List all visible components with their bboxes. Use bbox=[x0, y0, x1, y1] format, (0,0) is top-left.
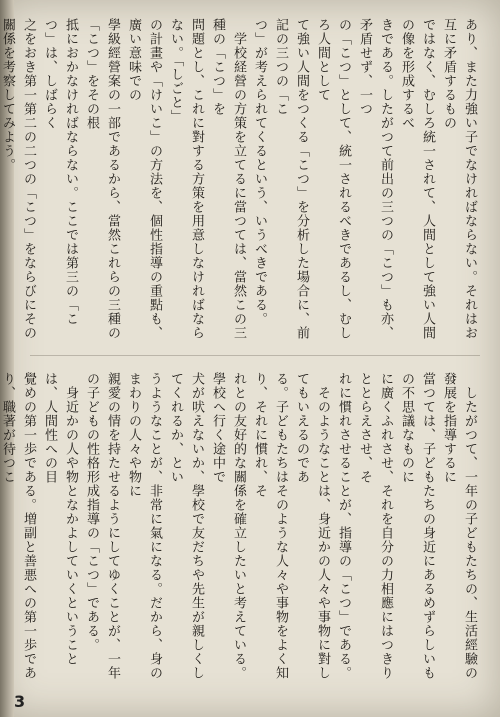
page-number: 3 bbox=[14, 692, 26, 711]
paragraph: る。子どもたちはそのような人々や事物をよく知り、それに慣れ、そ bbox=[252, 372, 288, 680]
paragraph: 身近かの人や物となかよしていくということは、人間性への目 bbox=[42, 372, 78, 666]
paragraph: 学校経營の方策を立てるに當つては、當然この三種の「こつ」を bbox=[210, 18, 246, 340]
section-divider bbox=[30, 355, 480, 356]
paragraph: 當つては、子どもたちの身近にあるめずらしいもの不思議なものに bbox=[399, 372, 435, 680]
paragraph: 之をおき第一第二の二つの「こつ」をならびにその關係を考察してみよう。 bbox=[0, 18, 36, 340]
paragraph: つ」が考えられてくるという、いうべきである。 bbox=[252, 18, 267, 326]
paragraph: の子どもの性格形成指導の「こつ」である。 bbox=[84, 372, 99, 652]
paragraph: したがつて、一年の子どもたちの、生活經驗の發展を指導するに bbox=[441, 372, 477, 680]
paragraph: の「こつ」として、統一されるべきであるし、むしろ人間として bbox=[315, 18, 351, 340]
paragraph: 學級經營案の一部であるから、當然これらの三種の「こつ」をその根 bbox=[84, 18, 120, 340]
paragraph: れに慣れさせることが、指導の「こつ」である。 bbox=[336, 372, 351, 680]
paragraph: 抵におかなければならない。ここでは第三の「こつ」は、しばらく bbox=[42, 18, 78, 326]
paragraph: 犬が吠えないか、學校で友だちや先生が親しくしてくれるか、とい bbox=[168, 372, 204, 680]
paragraph: に廣くふれさせ、それを自分の力相應にはつきりととらえさせ、そ bbox=[357, 372, 393, 680]
paragraph: て強い人間をつくる「こつ」を分析した場合に、前記の三つの「こ bbox=[273, 18, 309, 340]
paragraph: 親愛の情を持たせるようにしてゆくことが、一年 bbox=[105, 372, 120, 680]
paragraph: 問題とし、これに對する方策を用意しなければならない。「しごと」 bbox=[168, 18, 204, 340]
paragraph: あり、また力強い子でなければならない。それはお互に矛盾するもの bbox=[441, 18, 477, 340]
paragraph: そのようなことは、身近かの人々や事物に對してもいえるのであ bbox=[294, 372, 330, 680]
paragraph: れとの友好的な關係を確立したいと考えている。學校へ行く途中で bbox=[210, 372, 246, 680]
paragraph: の計畫や「けいこ」の方法を、個性指導の重點も、廣い意味での bbox=[126, 18, 162, 340]
paragraph: ではなく、むしろ統一されて、人間として強い人間の像を形成するべ bbox=[399, 18, 435, 340]
upper-text-block bbox=[0, 18, 480, 343]
paragraph: 覺めの第一歩である。増副と善悪への第一歩であり、職著が待つこ bbox=[0, 372, 36, 680]
lower-text-block bbox=[0, 372, 480, 687]
paragraph: きである。したがつて前出の三つの「こつ」も亦、矛盾せず、一つ bbox=[357, 18, 393, 340]
paragraph: うようなことが、非常に氣になる。だから、身のまわりの人々や物に bbox=[126, 372, 162, 680]
